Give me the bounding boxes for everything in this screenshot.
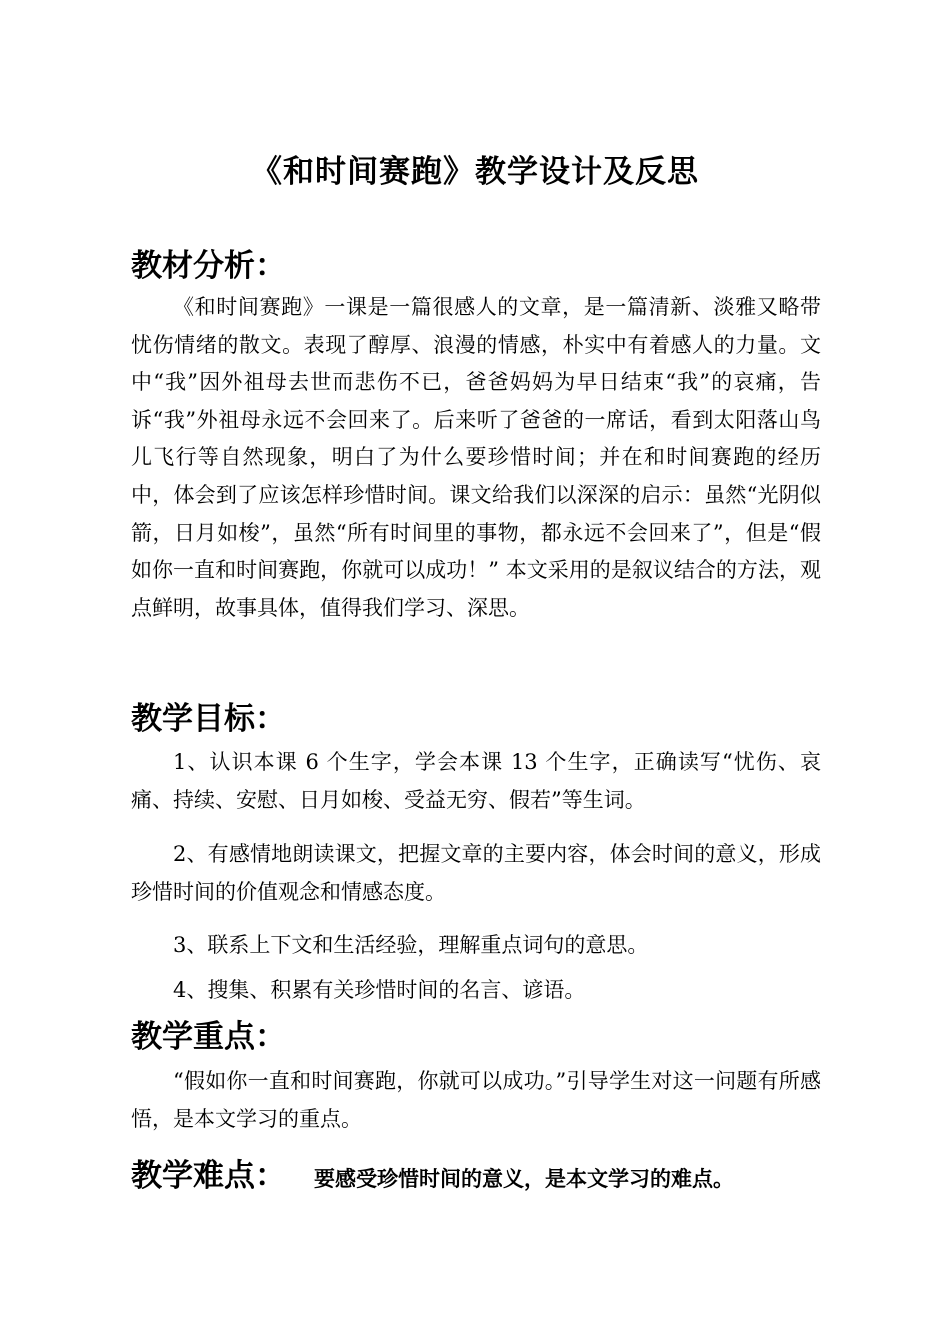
- document-title: 《和时间赛跑》教学设计及反思: [251, 154, 699, 190]
- difficulties-text: 要感受珍惜时间的意义，是本文学习的难点。: [314, 1166, 734, 1191]
- heading-difficulties-label: 教学难点：: [131, 1158, 286, 1194]
- heading-difficulties: [131, 1154, 734, 1201]
- goal-item-1: 1、认识本课 6 个生字，学会本课 13 个生字，正确读写“忧伤、哀痛、持续、安慰、日月如梭、受益无穷、假若”等生词。: [131, 750, 821, 812]
- heading-key-points: 教学重点：: [131, 1019, 286, 1055]
- goal-item-4: 4、搜集、积累有关珍惜时间的名言、谚语。: [173, 978, 586, 1002]
- goal-item-3: 3、联系上下文和生活经验，理解重点词句的意思。: [173, 933, 649, 957]
- goal-item-2: 2、有感情地朗读课文，把握文章的主要内容，体会时间的意义，形成珍惜时间的价值观念和情感态度。: [131, 842, 821, 904]
- paragraph-analysis: 《和时间赛跑》一课是一篇很感人的文章，是一篇清新、淡雅又略带忧伤情绪的散文。表现了醇厚、浪漫的情感，朴实中有着感人的力量。文中“我”因外祖母去世而悲伤不已，爸爸妈妈为早日结束“我”的哀痛，告诉“我”外祖母永远不会回来了。后来听了爸爸的一席话，看到太阳落山鸟儿飞行等自然现象，明白了为什么要珍惜时间；并在和时间赛跑的经历中，体会到了应该怎样珍惜时间。课文给我们以深深的启示：虽然“光阴似箭，日月如梭”，虽然“所有时间里的事物，都永远不会回来了”，但是“假如你一直和时间赛跑，你就可以成功！” 本文采用的是叙议结合的方法，观点鲜明，故事具体，值得我们学习、深思。: [131, 295, 821, 620]
- paragraph-key-points: “假如你一直和时间赛跑，你就可以成功。”引导学生对这一问题有所感悟，是本文学习的重点。: [131, 1069, 821, 1131]
- heading-analysis: 教材分析：: [131, 248, 286, 284]
- heading-goals: 教学目标：: [131, 701, 286, 737]
